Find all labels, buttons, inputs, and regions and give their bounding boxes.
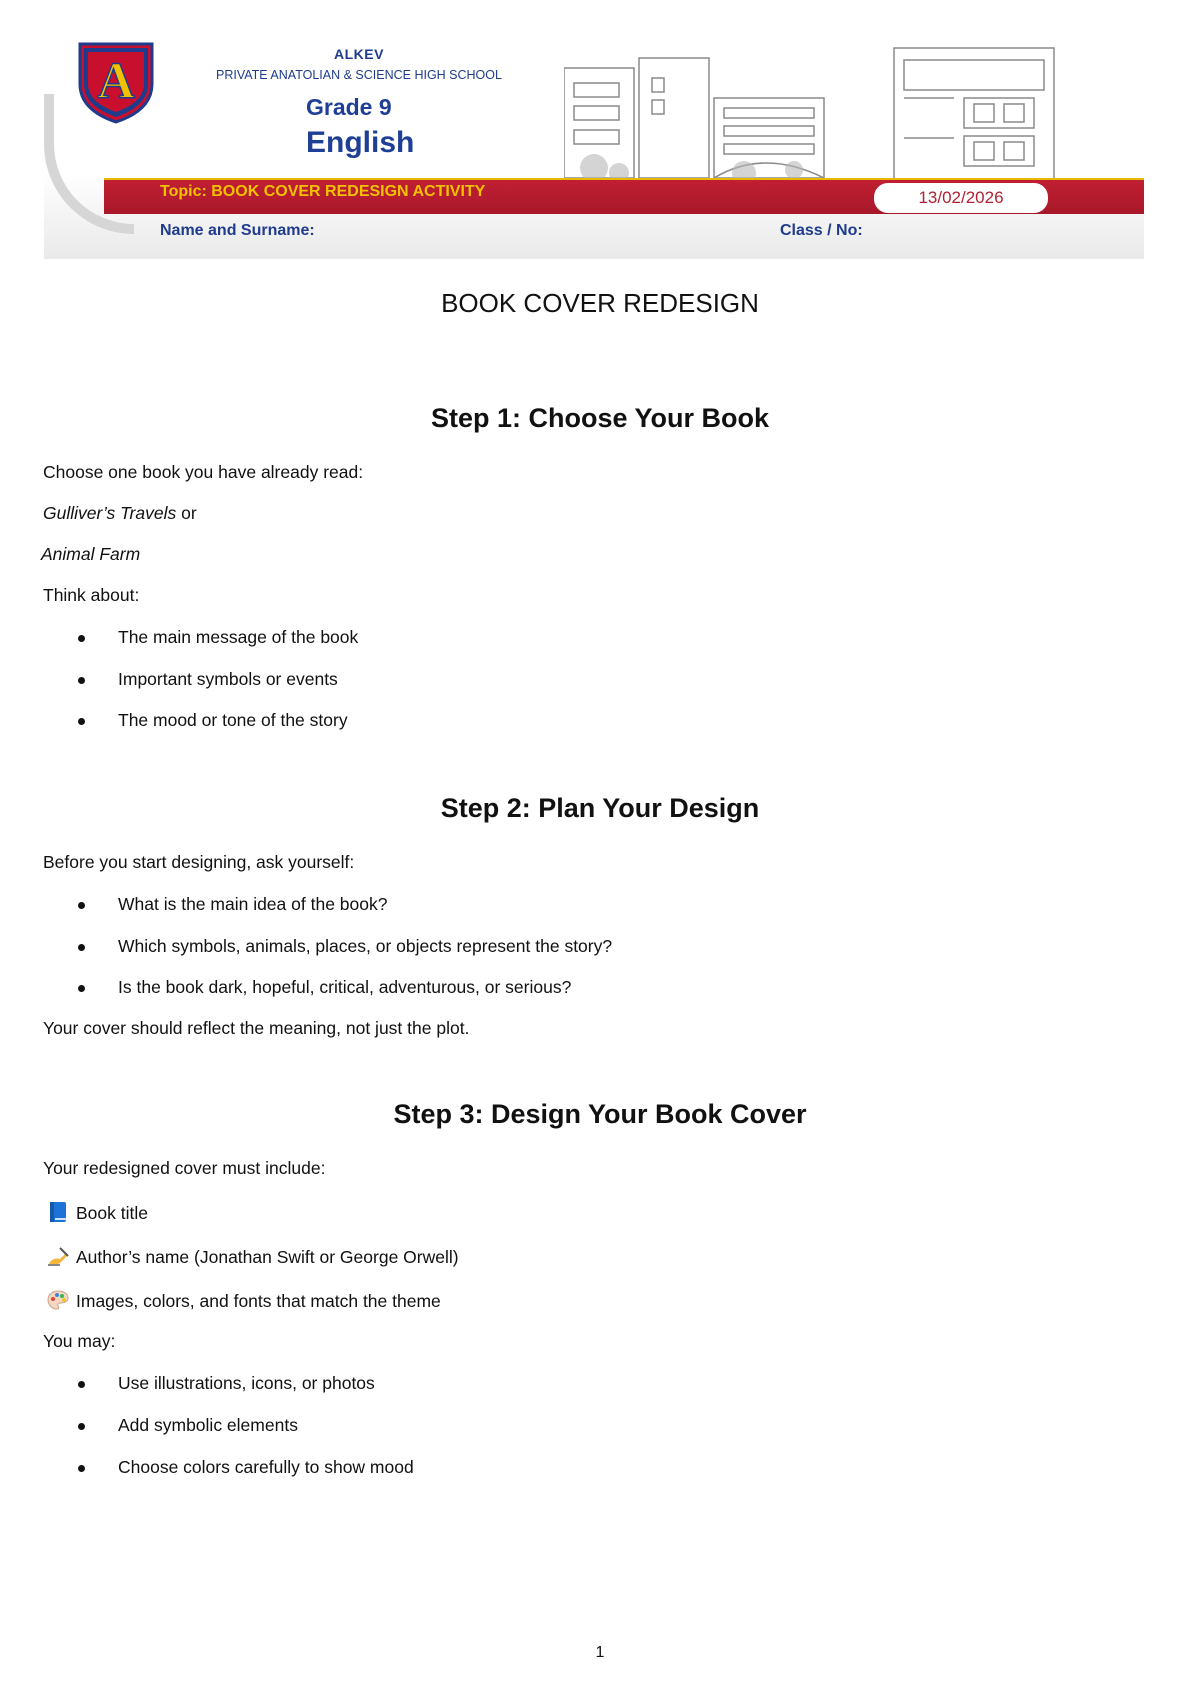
requirement-item: Author’s name (Jonathan Swift or George Orwell) bbox=[46, 1245, 459, 1268]
bullet-icon bbox=[78, 677, 85, 684]
bullet-icon bbox=[78, 902, 85, 909]
school-building-illustration bbox=[564, 38, 1144, 193]
writing-hand-icon bbox=[46, 1245, 70, 1267]
blue-book-icon bbox=[46, 1201, 70, 1223]
page-number: 1 bbox=[595, 1644, 605, 1661]
date-badge: 13/02/2026 bbox=[874, 183, 1048, 213]
worksheet-header bbox=[44, 34, 1144, 259]
step2-note: Your cover should reflect the meaning, not just the plot. bbox=[43, 1018, 470, 1038]
school-logo bbox=[74, 40, 158, 124]
step1-heading: Step 1: Choose Your Book bbox=[430, 403, 770, 433]
step3-may: You may: bbox=[43, 1331, 116, 1351]
org-name: ALKEV bbox=[334, 46, 384, 62]
bullet-icon bbox=[78, 635, 85, 642]
step1-intro: Choose one book you have already read: bbox=[43, 462, 364, 482]
step1-think: Think about: bbox=[43, 585, 140, 605]
book-option-2: Animal Farm bbox=[41, 544, 141, 564]
bullet-icon bbox=[78, 985, 85, 992]
requirement-item: Images, colors, and fonts that match the theme bbox=[46, 1289, 441, 1312]
subject-label: English bbox=[306, 126, 415, 159]
step2-intro: Before you start designing, ask yourself: bbox=[43, 852, 355, 872]
grade-label: Grade 9 bbox=[306, 94, 392, 120]
school-name: PRIVATE ANATOLIAN & SCIENCE HIGH SCHOOL bbox=[216, 68, 502, 82]
worksheet-title: BOOK COVER REDESIGN bbox=[441, 288, 759, 318]
bullet-icon bbox=[78, 718, 85, 725]
school-block bbox=[194, 46, 524, 82]
logo-letter: A bbox=[97, 53, 135, 110]
bullet-icon bbox=[78, 1423, 85, 1430]
class-no-label: Class / No: bbox=[780, 222, 863, 239]
requirement-item: Book title bbox=[46, 1201, 148, 1224]
bullet-icon bbox=[78, 1465, 85, 1472]
book-option-1 bbox=[43, 503, 197, 524]
topic-label: Topic: BOOK COVER REDESIGN ACTIVITY bbox=[160, 183, 486, 200]
book1-title: Gulliver’s Travels bbox=[43, 503, 177, 523]
palette-icon bbox=[46, 1289, 70, 1311]
bullet-icon bbox=[78, 944, 85, 951]
bullet-icon bbox=[78, 1381, 85, 1388]
step3-intro: Your redesigned cover must include: bbox=[43, 1158, 326, 1178]
step2-heading: Step 2: Plan Your Design bbox=[440, 793, 760, 823]
step3-heading: Step 3: Design Your Book Cover bbox=[393, 1099, 807, 1129]
book1-or: or bbox=[176, 503, 197, 523]
name-surname-label: Name and Surname: bbox=[160, 222, 315, 239]
